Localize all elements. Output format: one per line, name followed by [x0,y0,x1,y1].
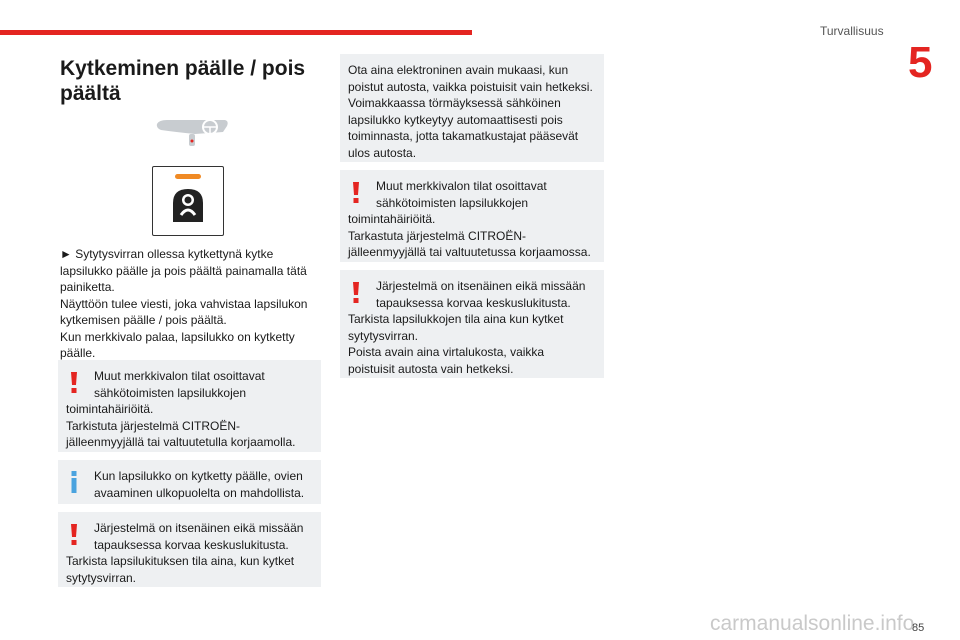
warning-exclamation-icon [66,370,82,394]
heading-line: Kytkeminen päälle / pois [60,57,306,80]
paragraph-line: painiketta. [60,280,115,294]
warning-line: sytytysvirran. [66,570,137,585]
warning-line: toimintahäiriöitä. [66,402,154,416]
heading-line: päältä [60,82,121,105]
note-line: lapsilukko kytkeytyy automaattisesti pois [348,112,563,127]
warning-line: sähkötoimisten lapsilukkojen [376,195,529,210]
watermark: carmanualsonline.info [710,612,915,635]
paragraph-line: päälle. [60,346,96,360]
warning-box [340,170,604,262]
note-line: Ota aina elektroninen avain mukaasi, kun [348,63,569,77]
warning-line: sytytysvirran. [348,328,419,343]
info-box [58,460,321,504]
warning-line: Tarkastuta järjestelmä CITROËN- [348,228,527,243]
warning-exclamation-icon [66,522,82,546]
paragraph-line: Kun merkkivalo palaa, lapsilukko on kytketty [60,329,295,344]
chapter-number: 5 [908,38,933,87]
warning-line: Järjestelmä on itsenäinen eikä missään [376,279,586,293]
warning-box [340,270,604,378]
warning-line: toimintahäiriöitä. [348,212,436,226]
child-lock-symbol-icon [153,167,223,235]
note-line: Voimakkaassa törmäyksessä sähköinen [348,96,561,110]
note-line: ulos autosta. [348,145,417,160]
paragraph-line: kytkemisen päälle / pois päältä. [60,313,227,327]
warning-line: poistuisit autosta vain hetkeksi. [348,361,514,376]
warning-line: sähkötoimisten lapsilukkojen [94,385,247,400]
warning-line: Tarkistuta järjestelmä CITROËN- [66,418,241,433]
info-line: Kun lapsilukko on kytketty päälle, ovien [94,469,303,483]
warning-line: Tarkista lapsilukkojen tila aina kun kytket [348,312,564,326]
page-number: 85 [912,622,925,634]
dashboard-location-icon [155,116,230,152]
note-line: toiminnasta, jotta takamatkustajat pääsevät [348,129,579,143]
warning-line: Muut merkkivalon tilat osoittavat [94,369,265,383]
warning-line: jälleenmyyjällä tai valtuutetulla korjaamolla. [66,435,296,449]
warning-exclamation-icon [348,280,364,304]
child-lock-button-icon [152,166,224,236]
page-heading [60,56,330,106]
warning-exclamation-icon [348,180,364,204]
note-box [340,54,604,162]
info-line: avaaminen ulkopuolelta on mahdollista. [94,485,305,500]
warning-line: Poista avain aina virtalukosta, vaikka [348,345,545,359]
warning-line: tapauksessa korvaa keskuslukitusta. [94,537,289,552]
paragraph-line: lapsilukko päälle ja pois päältä painamalla tätä [60,263,307,278]
warning-line: tapauksessa korvaa keskuslukitusta. [376,295,571,310]
paragraph-line: ► Sytytysvirran ollessa kytkettynä kytke [60,247,274,261]
instruction-paragraph [60,246,330,362]
section-title: Turvallisuus [820,24,884,38]
info-icon [66,470,82,494]
warning-line: Muut merkkivalon tilat osoittavat [376,179,547,193]
note-line: poistut autosta, vaikka poistuisit vain hetkeksi. [348,79,593,94]
warning-line: Järjestelmä on itsenäinen eikä missään [94,521,304,535]
warning-line: Tarkista lapsilukituksen tila aina, kun kytket [66,554,295,568]
paragraph-line: Näyttöön tulee viesti, joka vahvistaa lapsilukon [60,296,308,311]
header-accent-bar [0,30,472,35]
warning-line: jälleenmyyjällä tai valtuutetussa korjaamossa. [348,245,591,259]
warning-box [58,512,321,587]
warning-box [58,360,321,452]
chapter-tab [900,38,960,98]
